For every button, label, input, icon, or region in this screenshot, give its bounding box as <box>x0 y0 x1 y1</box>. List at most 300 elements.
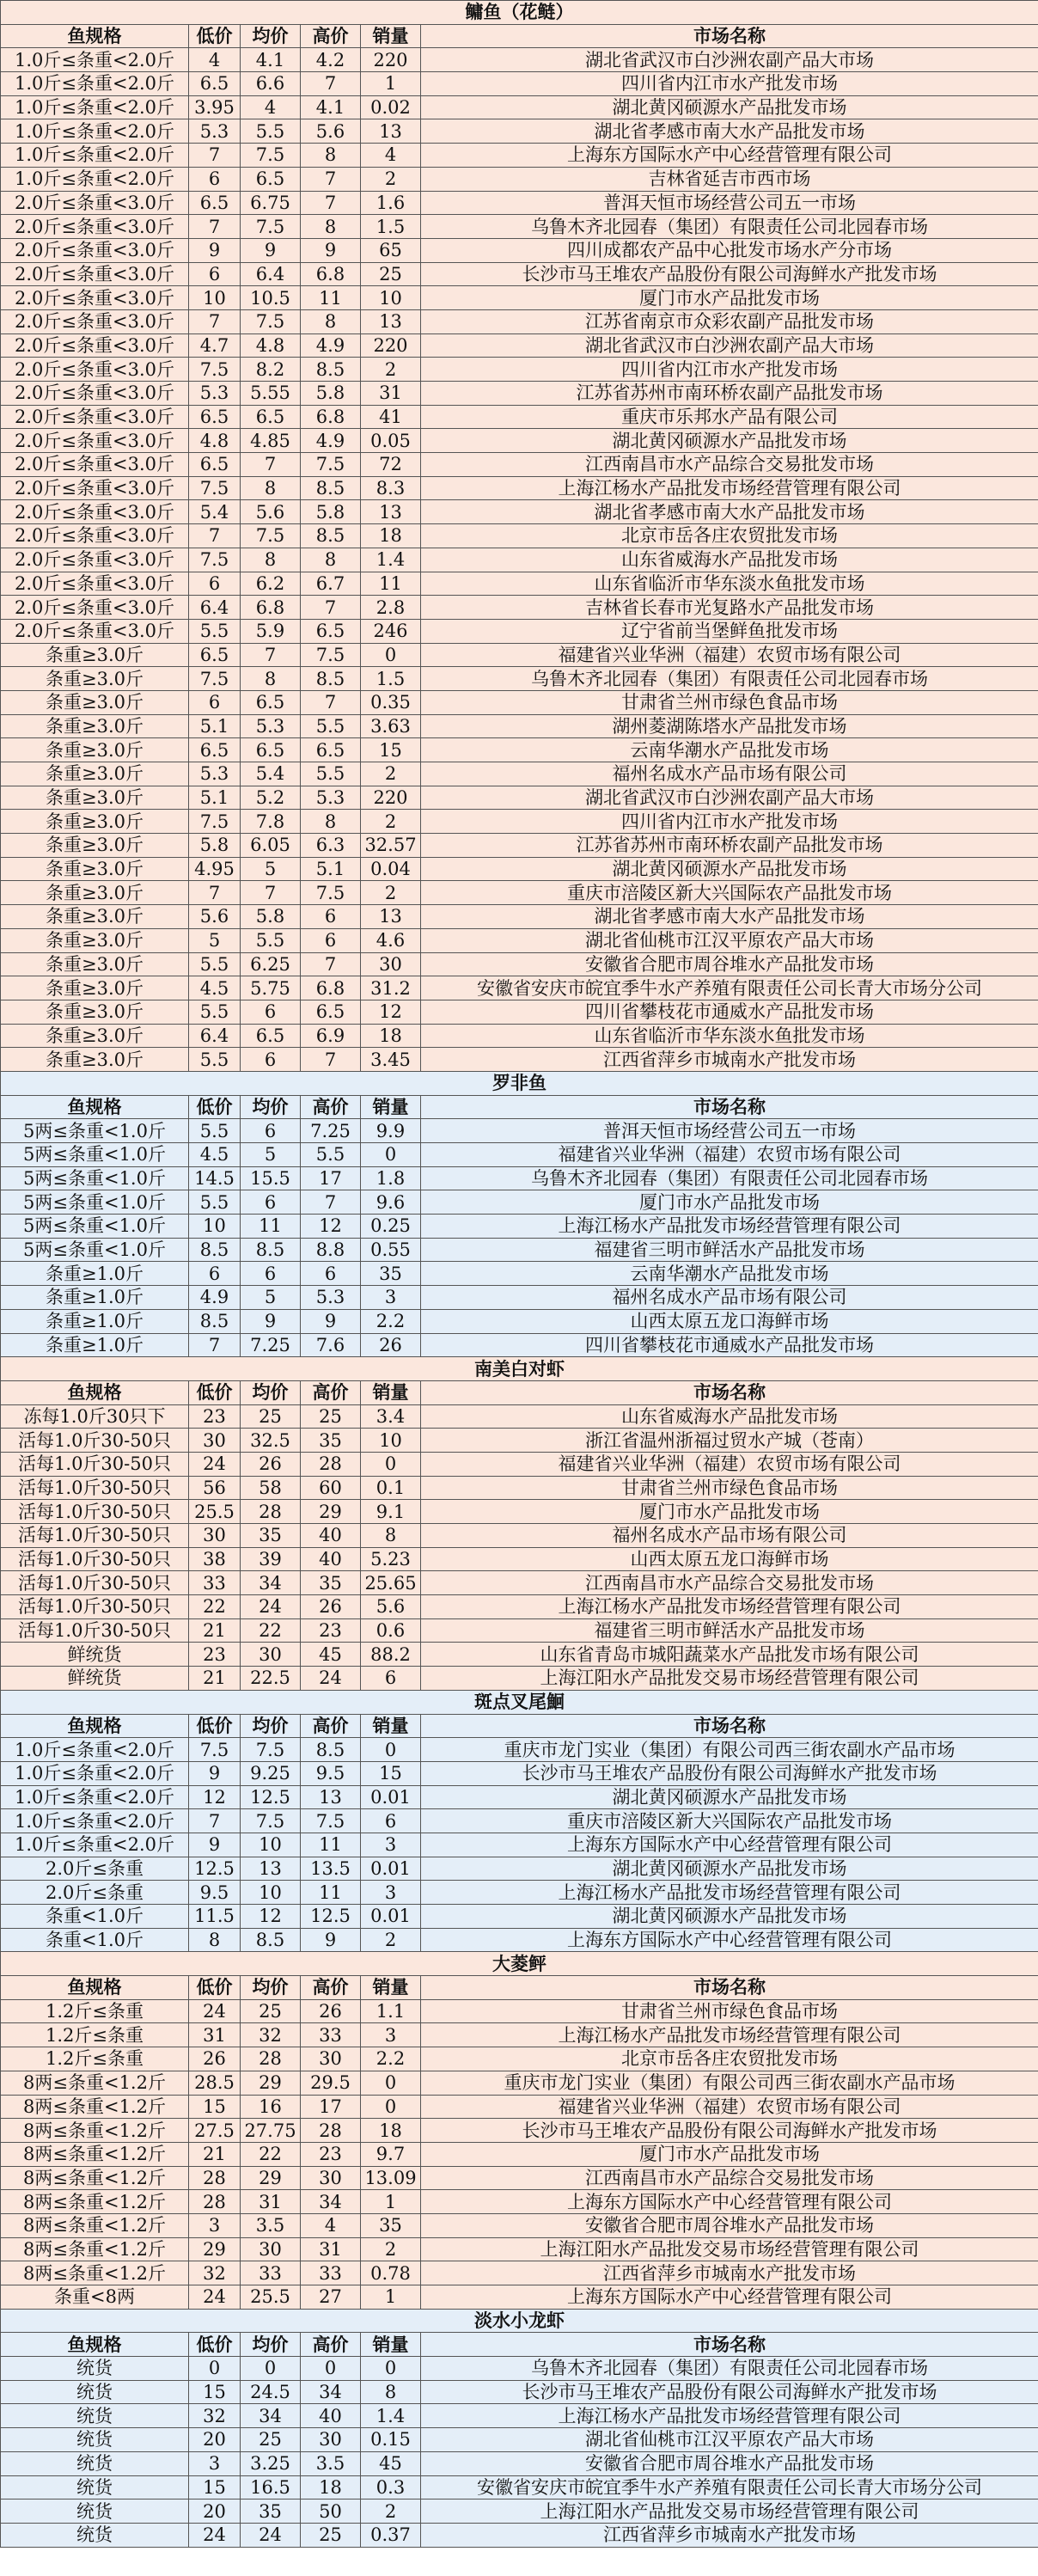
cell-high-price: 29 <box>301 1500 361 1524</box>
cell-volume: 31 <box>361 382 421 406</box>
cell-low-price: 5.5 <box>189 1000 241 1024</box>
cell-low-price: 3 <box>189 2451 241 2475</box>
cell-volume: 25 <box>361 262 421 286</box>
cell-volume: 10 <box>361 286 421 310</box>
cell-avg-price: 8.5 <box>241 1238 301 1262</box>
cell-avg-price: 7.25 <box>241 1333 301 1357</box>
cell-market-name: 山东省临沂市华东淡水鱼批发市场 <box>421 572 1038 596</box>
cell-market-name: 重庆市涪陵区新大兴国际农产品批发市场 <box>421 1809 1038 1833</box>
cell-avg-price: 7.5 <box>241 144 301 168</box>
cell-high-price: 9 <box>301 1928 361 1952</box>
cell-market-name: 上海江阳水产品批发交易市场经营管理有限公司 <box>421 2237 1038 2261</box>
cell-low-price: 25.5 <box>189 1500 241 1524</box>
cell-volume: 0.02 <box>361 95 421 119</box>
cell-high-price: 7 <box>301 596 361 620</box>
cell-low-price: 7.5 <box>189 667 241 691</box>
cell-high-price: 6.5 <box>301 1000 361 1024</box>
cell-spec: 统货 <box>1 2357 189 2381</box>
cell-spec: 2.0斤≤条重<3.0斤 <box>1 358 189 382</box>
cell-spec: 条重≥3.0斤 <box>1 810 189 834</box>
cell-low-price: 7 <box>189 309 241 333</box>
cell-low-price: 22 <box>189 1595 241 1619</box>
table-row <box>1 2047 1038 2071</box>
cell-spec: 8两≤条重<1.2斤 <box>1 2190 189 2214</box>
cell-market-name: 湖北省仙桃市江汉平原农产品大市场 <box>421 2428 1038 2452</box>
cell-spec: 2.0斤≤条重<3.0斤 <box>1 333 189 358</box>
cell-market-name: 乌鲁木齐北园春（集团）有限责任公司北园春市场 <box>421 2357 1038 2381</box>
cell-market-name: 福州名成水产品市场有限公司 <box>421 1524 1038 1548</box>
cell-market-name: 江苏省苏州市南环桥农副产品批发市场 <box>421 834 1038 858</box>
cell-low-price: 23 <box>189 1643 241 1667</box>
cell-avg-price: 15.5 <box>241 1166 301 1190</box>
cell-low-price: 4.5 <box>189 1143 241 1167</box>
cell-avg-price: 58 <box>241 1476 301 1500</box>
cell-spec: 1.0斤≤条重<2.0斤 <box>1 1833 189 1857</box>
table-row <box>1 1833 1038 1857</box>
cell-market-name: 湖北省孝感市南大水产品批发市场 <box>421 119 1038 144</box>
cell-avg-price: 34 <box>241 2404 301 2428</box>
table-row <box>1 1262 1038 1286</box>
cell-high-price: 33 <box>301 2023 361 2047</box>
cell-high-price: 4.9 <box>301 333 361 358</box>
table-row <box>1 1547 1038 1571</box>
cell-spec: 2.0斤≤条重 <box>1 1881 189 1905</box>
cell-volume: 0.01 <box>361 1785 421 1809</box>
cell-market-name: 乌鲁木齐北园春（集团）有限责任公司北园春市场 <box>421 1166 1038 1190</box>
cell-low-price: 5 <box>189 928 241 952</box>
table-row <box>1 1571 1038 1595</box>
cell-spec: 冻每1.0斤30只下 <box>1 1404 189 1429</box>
cell-spec: 2.0斤≤条重<3.0斤 <box>1 191 189 215</box>
cell-low-price: 7.5 <box>189 476 241 500</box>
cell-spec: 1.0斤≤条重<2.0斤 <box>1 1761 189 1785</box>
cell-spec: 统货 <box>1 2523 189 2547</box>
cell-low-price: 3 <box>189 2213 241 2237</box>
section-title-row <box>1 1071 1038 1095</box>
cell-market-name: 厦门市水产品批发市场 <box>421 1500 1038 1524</box>
cell-market-name: 江西省萍乡市城南水产批发市场 <box>421 2261 1038 2285</box>
cell-avg-price: 32.5 <box>241 1429 301 1453</box>
cell-market-name: 长沙市马王堆农产品股份有限公司海鲜水产批发市场 <box>421 2380 1038 2404</box>
cell-market-name: 福建省三明市鲜活水产品批发市场 <box>421 1238 1038 1262</box>
cell-market-name: 上海江杨水产品批发市场经营管理有限公司 <box>421 1595 1038 1619</box>
table-row <box>1 1476 1038 1500</box>
cell-spec: 2.0斤≤条重<3.0斤 <box>1 286 189 310</box>
table-row <box>1 1667 1038 1691</box>
cell-spec: 1.2斤≤条重 <box>1 2023 189 2047</box>
cell-high-price: 30 <box>301 2047 361 2071</box>
cell-volume: 6 <box>361 1809 421 1833</box>
cell-low-price: 15 <box>189 2380 241 2404</box>
cell-spec: 8两≤条重<1.2斤 <box>1 2166 189 2190</box>
cell-market-name: 湖北省武汉市白沙洲农副产品大市场 <box>421 786 1038 810</box>
cell-volume: 5.6 <box>361 1595 421 1619</box>
cell-market-name: 湖北黄冈硕源水产品批发市场 <box>421 1857 1038 1881</box>
table-row <box>1 834 1038 858</box>
cell-market-name: 江西南昌市水产品综合交易批发市场 <box>421 2166 1038 2190</box>
cell-spec: 条重≥3.0斤 <box>1 857 189 881</box>
cell-high-price: 4.9 <box>301 429 361 453</box>
cell-high-price: 5.8 <box>301 500 361 524</box>
cell-volume: 26 <box>361 1333 421 1357</box>
cell-market-name: 四川省攀枝花市通威水产品批发市场 <box>421 1000 1038 1024</box>
column-header-avg-price: 均价 <box>241 2333 301 2357</box>
section-title: 罗非鱼 <box>1 1071 1038 1095</box>
cell-low-price: 9 <box>189 238 241 262</box>
cell-volume: 13 <box>361 500 421 524</box>
cell-volume: 1 <box>361 2190 421 2214</box>
cell-spec: 活每1.0斤30-50只 <box>1 1547 189 1571</box>
cell-avg-price: 5.9 <box>241 619 301 643</box>
cell-avg-price: 4.85 <box>241 429 301 453</box>
cell-volume: 220 <box>361 786 421 810</box>
column-header-row <box>1 1380 1038 1404</box>
cell-avg-price: 5.8 <box>241 905 301 929</box>
cell-low-price: 33 <box>189 1571 241 1595</box>
cell-spec: 1.0斤≤条重<2.0斤 <box>1 119 189 144</box>
table-row <box>1 286 1038 310</box>
cell-spec: 条重≥3.0斤 <box>1 905 189 929</box>
cell-avg-price: 7.8 <box>241 810 301 834</box>
table-row <box>1 690 1038 714</box>
cell-market-name: 福建省兴业华洲（福建）农贸市场有限公司 <box>421 1452 1038 1476</box>
cell-low-price: 5.1 <box>189 714 241 738</box>
cell-volume: 246 <box>361 619 421 643</box>
column-header-high-price: 高价 <box>301 1095 361 1119</box>
table-row <box>1 2475 1038 2500</box>
cell-high-price: 6.7 <box>301 572 361 596</box>
cell-low-price: 6 <box>189 1262 241 1286</box>
cell-market-name: 甘肃省兰州市绿色食品市场 <box>421 1476 1038 1500</box>
cell-volume: 4.6 <box>361 928 421 952</box>
cell-market-name: 上海江杨水产品批发市场经营管理有限公司 <box>421 476 1038 500</box>
cell-spec: 条重≥1.0斤 <box>1 1309 189 1333</box>
section-title: 南美白对虾 <box>1 1357 1038 1381</box>
cell-volume: 9.6 <box>361 1190 421 1215</box>
cell-spec: 1.0斤≤条重<2.0斤 <box>1 144 189 168</box>
cell-high-price: 6.5 <box>301 619 361 643</box>
table-row <box>1 714 1038 738</box>
cell-volume: 0.3 <box>361 2475 421 2500</box>
cell-avg-price: 6.5 <box>241 690 301 714</box>
cell-volume: 1.5 <box>361 215 421 239</box>
cell-market-name: 云南华潮水产品批发市场 <box>421 738 1038 762</box>
cell-volume: 35 <box>361 2213 421 2237</box>
cell-low-price: 15 <box>189 2095 241 2119</box>
cell-high-price: 7.5 <box>301 1809 361 1833</box>
cell-high-price: 8 <box>301 309 361 333</box>
cell-high-price: 8.5 <box>301 358 361 382</box>
cell-avg-price: 25 <box>241 1404 301 1429</box>
cell-volume: 10 <box>361 1429 421 1453</box>
cell-high-price: 60 <box>301 1476 361 1500</box>
column-header-high-price: 高价 <box>301 1976 361 2000</box>
table-row <box>1 2237 1038 2261</box>
column-header-spec: 鱼规格 <box>1 24 189 48</box>
table-row <box>1 524 1038 548</box>
cell-low-price: 5.5 <box>189 952 241 976</box>
column-header-market-name: 市场名称 <box>421 1976 1038 2000</box>
cell-spec: 统货 <box>1 2428 189 2452</box>
cell-market-name: 湖北黄冈硕源水产品批发市场 <box>421 429 1038 453</box>
section-title: 淡水小龙虾 <box>1 2309 1038 2333</box>
table-row <box>1 1119 1038 1143</box>
cell-avg-price: 6.75 <box>241 191 301 215</box>
cell-spec: 条重≥3.0斤 <box>1 1000 189 1024</box>
cell-avg-price: 5 <box>241 1143 301 1167</box>
cell-market-name: 四川省内江市水产批发市场 <box>421 72 1038 96</box>
cell-avg-price: 25.5 <box>241 2285 301 2310</box>
cell-volume: 0.37 <box>361 2523 421 2547</box>
cell-spec: 鲜统货 <box>1 1643 189 1667</box>
column-header-low-price: 低价 <box>189 2333 241 2357</box>
table-row <box>1 643 1038 667</box>
cell-spec: 8两≤条重<1.2斤 <box>1 2095 189 2119</box>
cell-low-price: 5.5 <box>189 619 241 643</box>
cell-high-price: 31 <box>301 2237 361 2261</box>
cell-avg-price: 13 <box>241 1857 301 1881</box>
cell-market-name: 长沙市马王堆农产品股份有限公司海鲜水产批发市场 <box>421 1761 1038 1785</box>
cell-volume: 220 <box>361 48 421 72</box>
table-row <box>1 1881 1038 1905</box>
cell-high-price: 6 <box>301 1262 361 1286</box>
column-header-low-price: 低价 <box>189 1095 241 1119</box>
table-row <box>1 1048 1038 1072</box>
table-row <box>1 309 1038 333</box>
cell-high-price: 7.6 <box>301 1333 361 1357</box>
table-row <box>1 405 1038 429</box>
cell-market-name: 江西南昌市水产品综合交易批发市场 <box>421 1571 1038 1595</box>
cell-market-name: 上海江杨水产品批发市场经营管理有限公司 <box>421 1881 1038 1905</box>
cell-low-price: 4.7 <box>189 333 241 358</box>
cell-low-price: 5.3 <box>189 382 241 406</box>
cell-market-name: 重庆市涪陵区新大兴国际农产品批发市场 <box>421 881 1038 905</box>
cell-high-price: 40 <box>301 1547 361 1571</box>
cell-high-price: 35 <box>301 1429 361 1453</box>
cell-low-price: 11.5 <box>189 1905 241 1929</box>
cell-market-name: 福建省兴业华洲（福建）农贸市场有限公司 <box>421 1143 1038 1167</box>
cell-spec: 1.2斤≤条重 <box>1 1999 189 2023</box>
cell-avg-price: 16.5 <box>241 2475 301 2500</box>
cell-avg-price: 5 <box>241 857 301 881</box>
column-header-market-name: 市场名称 <box>421 1095 1038 1119</box>
table-row <box>1 1333 1038 1357</box>
table-row <box>1 1309 1038 1333</box>
table-row <box>1 1595 1038 1619</box>
column-header-high-price: 高价 <box>301 24 361 48</box>
cell-avg-price: 6.5 <box>241 738 301 762</box>
cell-low-price: 21 <box>189 2142 241 2166</box>
cell-avg-price: 4 <box>241 95 301 119</box>
cell-avg-price: 6.05 <box>241 834 301 858</box>
cell-market-name: 山东省威海水产品批发市场 <box>421 1404 1038 1429</box>
cell-spec: 条重≥3.0斤 <box>1 976 189 1000</box>
cell-volume: 0.1 <box>361 1476 421 1500</box>
cell-high-price: 28 <box>301 2119 361 2143</box>
cell-market-name: 福州名成水产品市场有限公司 <box>421 1286 1038 1310</box>
cell-volume: 3 <box>361 1833 421 1857</box>
cell-spec: 1.0斤≤条重<2.0斤 <box>1 72 189 96</box>
cell-high-price: 7 <box>301 191 361 215</box>
cell-volume: 8.3 <box>361 476 421 500</box>
cell-spec: 8两≤条重<1.2斤 <box>1 2261 189 2285</box>
table-row <box>1 667 1038 691</box>
cell-volume: 0 <box>361 1738 421 1762</box>
cell-market-name: 上海江阳水产品批发交易市场经营管理有限公司 <box>421 2500 1038 2524</box>
column-header-spec: 鱼规格 <box>1 1714 189 1738</box>
cell-market-name: 厦门市水产品批发市场 <box>421 2142 1038 2166</box>
column-header-avg-price: 均价 <box>241 1380 301 1404</box>
cell-low-price: 4 <box>189 48 241 72</box>
table-row <box>1 572 1038 596</box>
cell-market-name: 上海东方国际水产中心经营管理有限公司 <box>421 1833 1038 1857</box>
cell-market-name: 重庆市龙门实业（集团）有限公司西三街农副水产品市场 <box>421 1738 1038 1762</box>
table-row <box>1 95 1038 119</box>
cell-high-price: 7 <box>301 690 361 714</box>
cell-market-name: 上海江杨水产品批发市场经营管理有限公司 <box>421 1215 1038 1239</box>
cell-avg-price: 6.6 <box>241 72 301 96</box>
cell-avg-price: 5.6 <box>241 500 301 524</box>
cell-high-price: 9 <box>301 1309 361 1333</box>
cell-low-price: 7 <box>189 881 241 905</box>
cell-volume: 1.8 <box>361 1166 421 1190</box>
cell-volume: 2.2 <box>361 2047 421 2071</box>
cell-spec: 5两≤条重<1.0斤 <box>1 1143 189 1167</box>
table-row <box>1 1785 1038 1809</box>
cell-low-price: 8 <box>189 1928 241 1952</box>
cell-high-price: 6 <box>301 928 361 952</box>
cell-high-price: 6.9 <box>301 1024 361 1048</box>
table-row <box>1 976 1038 1000</box>
cell-spec: 1.0斤≤条重<2.0斤 <box>1 1785 189 1809</box>
cell-high-price: 34 <box>301 2380 361 2404</box>
cell-volume: 0 <box>361 1452 421 1476</box>
cell-volume: 0 <box>361 2357 421 2381</box>
cell-spec: 2.0斤≤条重<3.0斤 <box>1 476 189 500</box>
column-header-low-price: 低价 <box>189 1976 241 2000</box>
cell-market-name: 吉林省延吉市西市场 <box>421 167 1038 191</box>
table-row <box>1 2523 1038 2547</box>
table-row <box>1 2071 1038 2095</box>
cell-market-name: 福州名成水产品市场有限公司 <box>421 762 1038 786</box>
cell-volume: 2.8 <box>361 596 421 620</box>
cell-volume: 220 <box>361 333 421 358</box>
column-header-low-price: 低价 <box>189 24 241 48</box>
cell-volume: 41 <box>361 405 421 429</box>
cell-spec: 条重≥3.0斤 <box>1 834 189 858</box>
cell-spec: 8两≤条重<1.2斤 <box>1 2119 189 2143</box>
cell-avg-price: 32 <box>241 2023 301 2047</box>
cell-low-price: 6 <box>189 572 241 596</box>
cell-low-price: 26 <box>189 2047 241 2071</box>
table-row <box>1 1857 1038 1881</box>
table-row <box>1 48 1038 72</box>
cell-spec: 2.0斤≤条重<3.0斤 <box>1 382 189 406</box>
cell-volume: 3 <box>361 1286 421 1310</box>
cell-volume: 4 <box>361 144 421 168</box>
cell-low-price: 20 <box>189 2500 241 2524</box>
cell-spec: 1.0斤≤条重<2.0斤 <box>1 95 189 119</box>
cell-market-name: 北京市岳各庄农贸批发市场 <box>421 2047 1038 2071</box>
cell-volume: 0.01 <box>361 1905 421 1929</box>
table-row <box>1 1166 1038 1190</box>
cell-avg-price: 9 <box>241 238 301 262</box>
cell-high-price: 23 <box>301 1618 361 1643</box>
section-title-row <box>1 2309 1038 2333</box>
cell-market-name: 湖北省孝感市南大水产品批发市场 <box>421 500 1038 524</box>
cell-low-price: 5.5 <box>189 1048 241 1072</box>
cell-high-price: 45 <box>301 1643 361 1667</box>
cell-high-price: 7 <box>301 1048 361 1072</box>
table-row <box>1 905 1038 929</box>
cell-avg-price: 34 <box>241 1571 301 1595</box>
cell-high-price: 5.3 <box>301 786 361 810</box>
cell-high-price: 6.3 <box>301 834 361 858</box>
cell-avg-price: 8 <box>241 548 301 572</box>
cell-high-price: 12.5 <box>301 1905 361 1929</box>
cell-high-price: 11 <box>301 1833 361 1857</box>
table-row <box>1 358 1038 382</box>
cell-avg-price: 22 <box>241 2142 301 2166</box>
table-row <box>1 1928 1038 1952</box>
cell-avg-price: 10 <box>241 1833 301 1857</box>
cell-spec: 统货 <box>1 2451 189 2475</box>
cell-high-price: 35 <box>301 1571 361 1595</box>
table-row <box>1 167 1038 191</box>
cell-low-price: 4.5 <box>189 976 241 1000</box>
cell-high-price: 13.5 <box>301 1857 361 1881</box>
cell-low-price: 5.4 <box>189 500 241 524</box>
table-row <box>1 2095 1038 2119</box>
cell-high-price: 28 <box>301 1452 361 1476</box>
cell-avg-price: 7 <box>241 881 301 905</box>
cell-market-name: 江苏省苏州市南环桥农副产品批发市场 <box>421 382 1038 406</box>
cell-low-price: 7.5 <box>189 358 241 382</box>
cell-high-price: 5.5 <box>301 714 361 738</box>
table-row <box>1 262 1038 286</box>
cell-high-price: 5.8 <box>301 382 361 406</box>
cell-low-price: 0 <box>189 2357 241 2381</box>
cell-volume: 1.4 <box>361 2404 421 2428</box>
column-header-volume: 销量 <box>361 1976 421 2000</box>
column-header-row <box>1 24 1038 48</box>
cell-low-price: 24 <box>189 1999 241 2023</box>
cell-low-price: 4.95 <box>189 857 241 881</box>
cell-spec: 1.0斤≤条重<2.0斤 <box>1 1809 189 1833</box>
cell-spec: 5两≤条重<1.0斤 <box>1 1166 189 1190</box>
column-header-avg-price: 均价 <box>241 1095 301 1119</box>
cell-low-price: 6.5 <box>189 643 241 667</box>
cell-high-price: 9.5 <box>301 1761 361 1785</box>
cell-high-price: 7 <box>301 952 361 976</box>
cell-volume: 2 <box>361 762 421 786</box>
cell-volume: 2 <box>361 358 421 382</box>
cell-volume: 72 <box>361 453 421 477</box>
price-table-body <box>1 1 1038 2548</box>
cell-volume: 0.78 <box>361 2261 421 2285</box>
cell-spec: 活每1.0斤30-50只 <box>1 1571 189 1595</box>
cell-market-name: 山西太原五龙口海鲜市场 <box>421 1309 1038 1333</box>
cell-volume: 12 <box>361 1000 421 1024</box>
cell-low-price: 12.5 <box>189 1857 241 1881</box>
cell-high-price: 5.5 <box>301 1143 361 1167</box>
cell-volume: 3.63 <box>361 714 421 738</box>
cell-market-name: 乌鲁木齐北园春（集团）有限责任公司北园春市场 <box>421 215 1038 239</box>
cell-spec: 1.0斤≤条重<2.0斤 <box>1 48 189 72</box>
cell-high-price: 11 <box>301 1881 361 1905</box>
column-header-low-price: 低价 <box>189 1380 241 1404</box>
cell-market-name: 四川省攀枝花市通威水产品批发市场 <box>421 1333 1038 1357</box>
